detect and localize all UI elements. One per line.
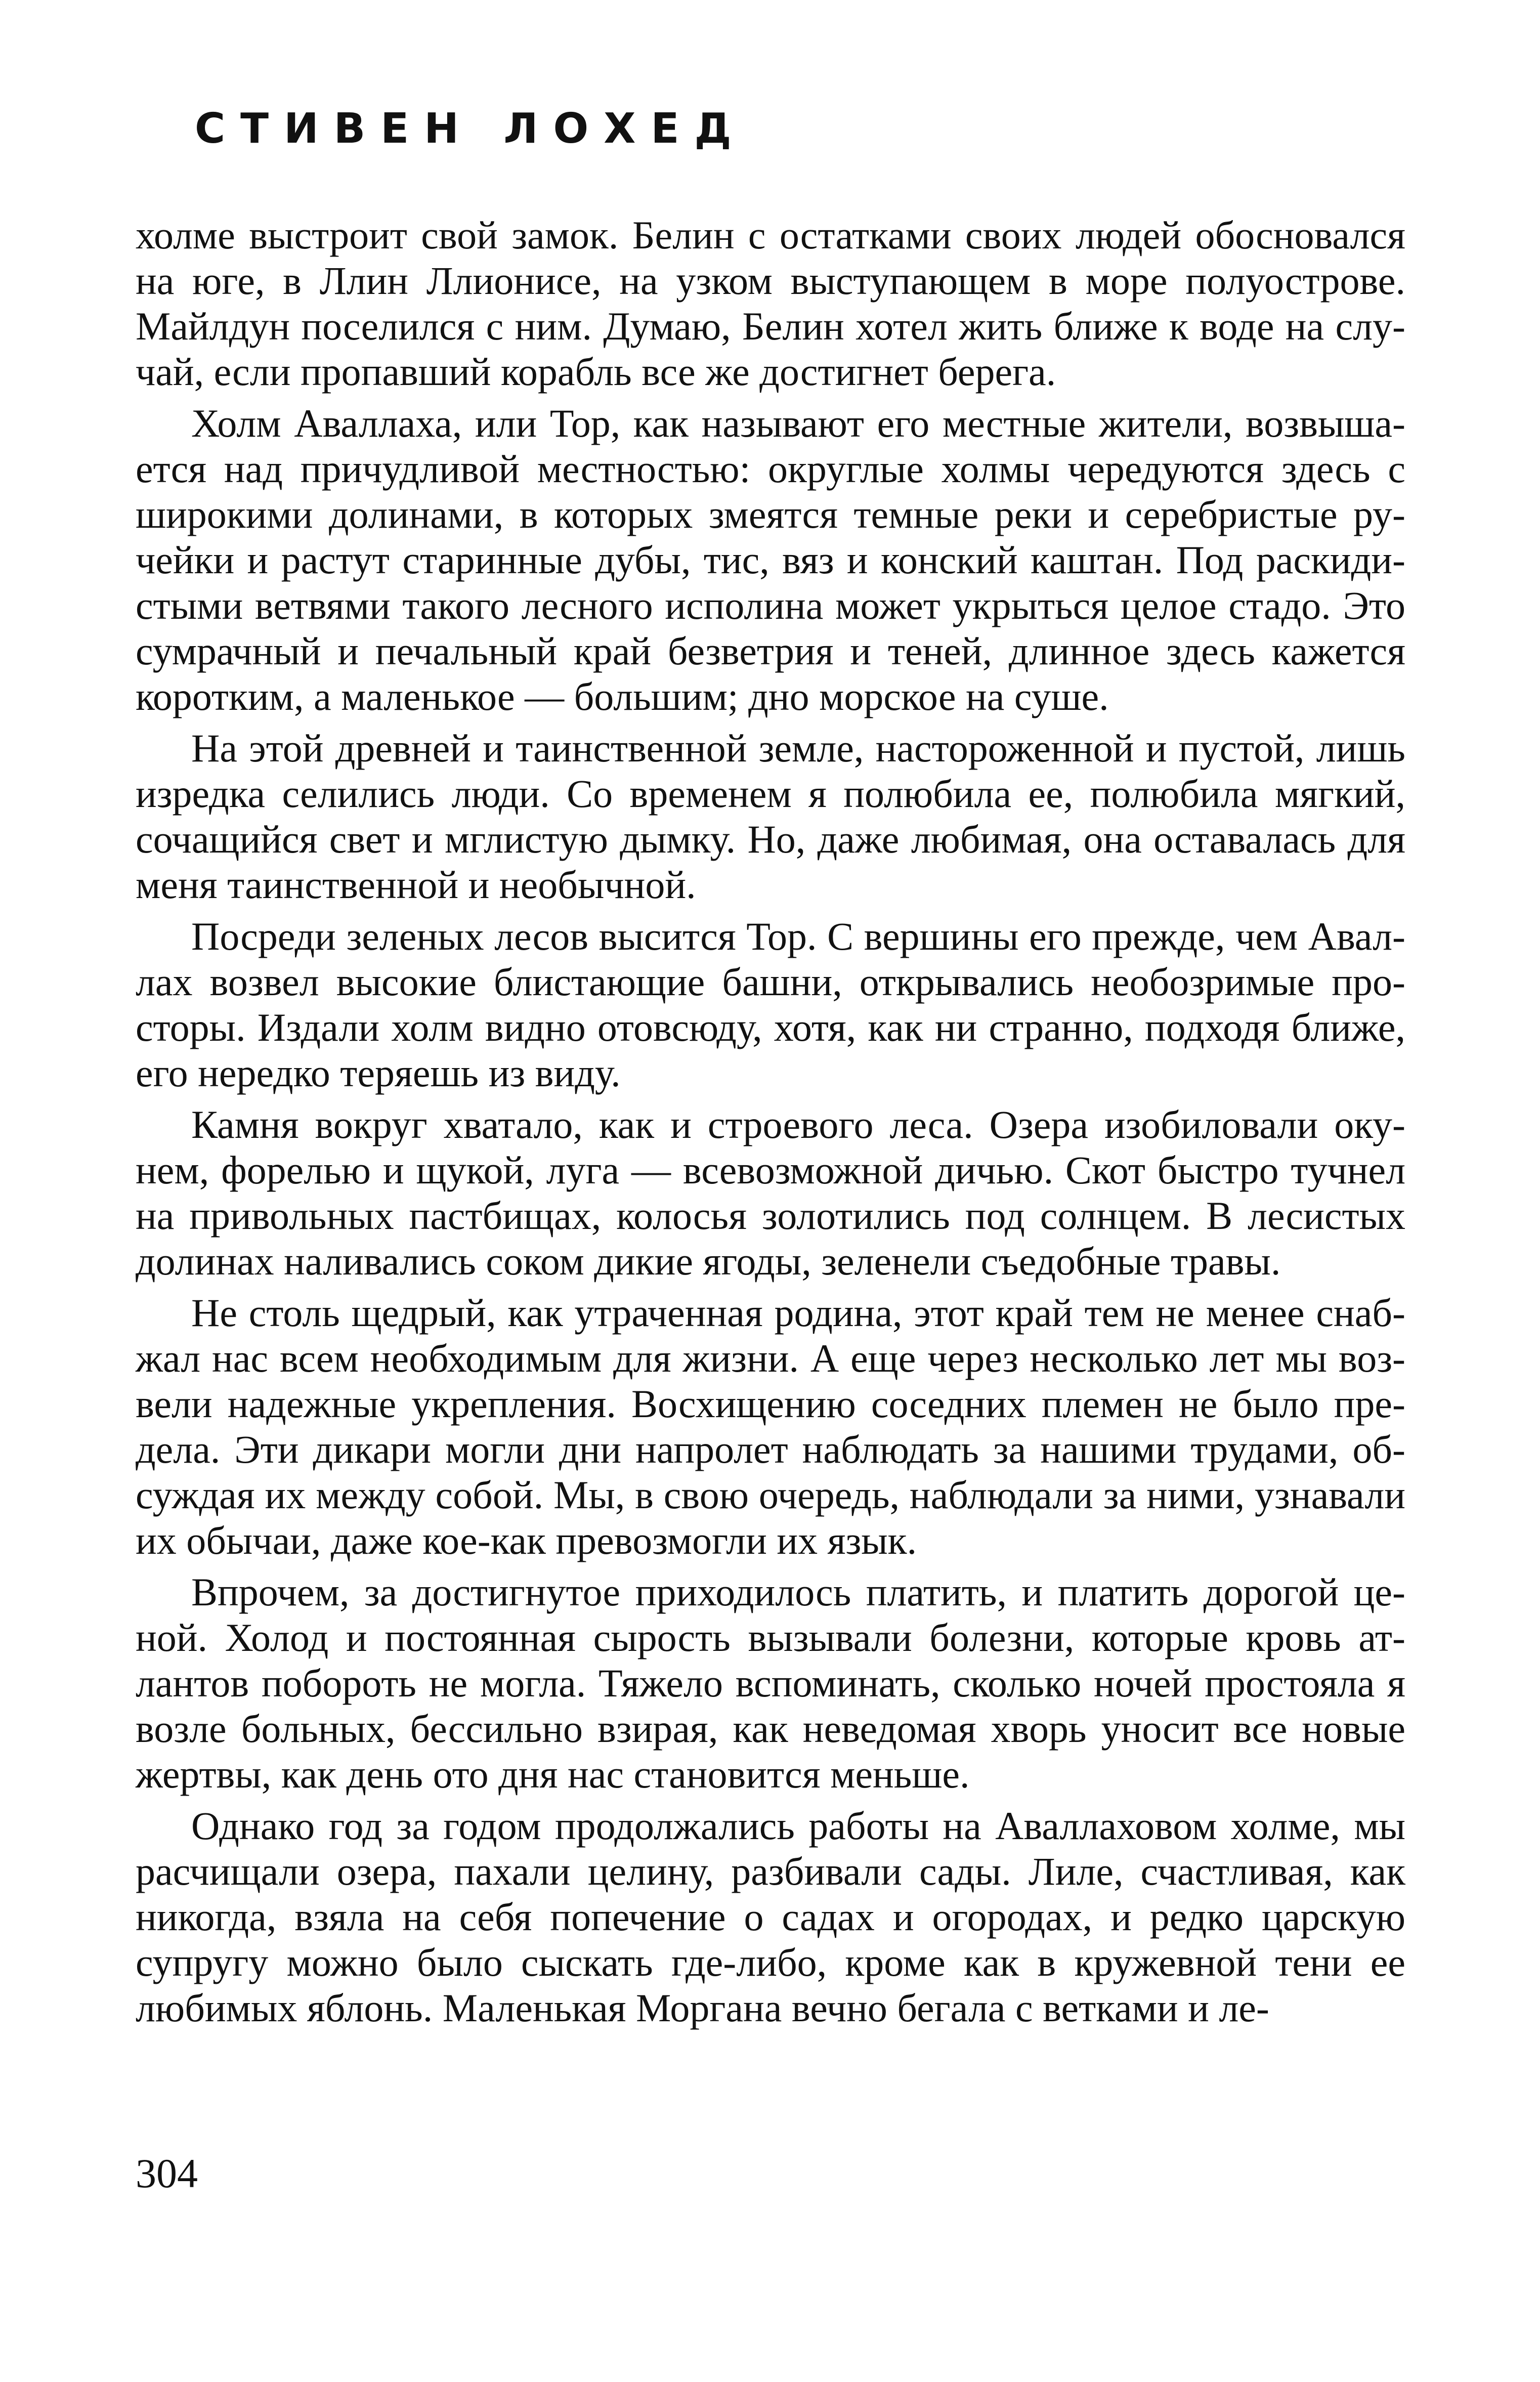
paragraph-4: Посреди зеленых лесов высится Тор. С вершины его прежде, чем Аваллах возвел высокие блистающие башни, открывались необозримые просторы. Издали холм видно отовсюду, хотя, как ни странно, подходя ближе, его нередко теряешь из виду. [136,914,1405,1095]
paragraph-2: Холм Аваллаха, или Тор, как называют его местные жители, возвышается над причудливой местностью: округлые холмы чередуются здесь с широкими долинами, в которых змеятся темные реки и серебристые ручейки и растут старинные дубы, тис, вяз и конский каштан. Под раскидистыми ветвями такого лесного исполина может укрыться целое стадо. Это сумрачный и печальный край безветрия и теней, длинное здесь кажется коротким, а маленькое — большим; дно морское на суше. [136,401,1405,718]
paragraph-6: Не столь щедрый, как утраченная родина, этот край тем не менее снабжал нас всем необходимым для жизни. А еще через несколько лет мы возвели надежные укрепления. Восхищению соседних племен не было предела. Эти дикари могли дни напролет наблюдать за нашими трудами, обсуждая их между собой. Мы, в свою очередь, наблюдали за ними, узнавали их обычаи, даже кое-как превозмогли их язык. [136,1291,1405,1562]
running-head: СТИВЕН ЛОХЕД [195,105,747,153]
paragraph-5: Камня вокруг хватало, как и строевого леса. Озера изобиловали окунем, форелью и щукой, луга — всевозможной дичью. Скот быстро тучнел на привольных пастбищах, колосья золотились под солнцем. В лесистых долинах наливались соком дикие ягоды, зеленели съедобные травы. [136,1102,1405,1283]
paragraph-7: Впрочем, за достигнутое приходилось платить, и платить дорогой ценой. Холод и постоянная сырость вызывали болезни, которые кровь атлантов побороть не могла. Тяжело вспоминать, сколько ночей простояла я возле больных, бессильно взирая, как неведомая хворь уносит все новые жертвы, как день ото дня нас становится меньше. [136,1570,1405,1796]
page-number: 304 [136,2150,198,2196]
body-text [136,212,1405,2031]
paragraph-1: холме выстроит свой замок. Белин с остатками своих людей обосновался на юге, в Ллин Ллионисе, на узком выступающем в море полуострове. Майлдун поселился с ним. Думаю, Белин хотел жить ближе к воде на случай, если пропавший корабль все же достигнет берега. [136,213,1405,394]
paragraph-3: На этой древней и таинственной земле, настороженной и пустой, лишь изредка селились люди. Со временем я полюбила ее, полюбила мягкий, сочащийся свет и мглистую дымку. Но, даже любимая, она оставалась для меня таинственной и необычной. [136,726,1405,907]
paragraph-8: Однако год за годом продолжались работы на Аваллаховом холме, мы расчищали озера, пахали целину, разбивали сады. Лиле, счастливая, как никогда, взяла на себя попечение о садах и огородах, и редко царскую супругу можно было сыскать где-либо, кроме как в кружевной тени ее любимых яблонь. Маленькая Моргана вечно бегала с ветками и ле- [136,1804,1405,2030]
